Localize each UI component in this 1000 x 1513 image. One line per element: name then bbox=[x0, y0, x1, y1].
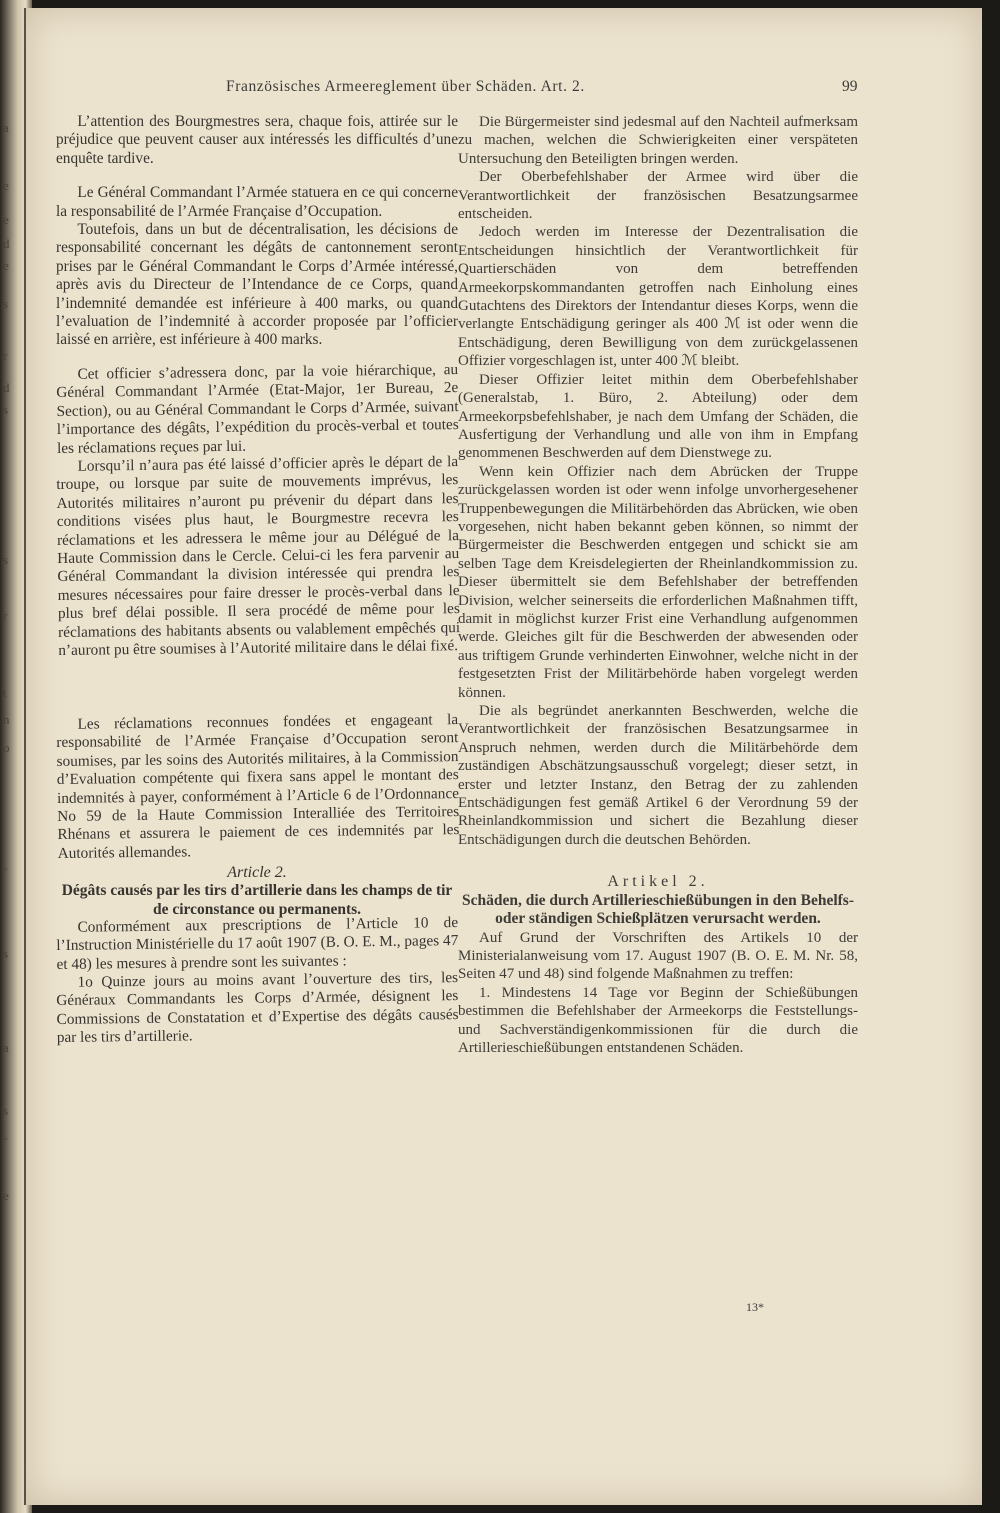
margin-fragment: r bbox=[3, 348, 8, 363]
french-paragraph: Le Général Commandant l’Armée statuera en ce qui concerne la responsabilité de l’Armée Française d’Occupation. bbox=[56, 184, 458, 220]
signature-mark: 13* bbox=[746, 1300, 764, 1314]
margin-fragment: s bbox=[3, 1103, 9, 1118]
margin-fragment: e bbox=[3, 212, 9, 227]
page-number: 99 bbox=[842, 78, 858, 95]
german-article-paragraph: 1. Mindestens 14 Tage vor Beginn der Schießübungen bestimmen die Befehlshaber der Armeekorps die Feststellungs- und Sachverständigenkommissionen für die durch die Artillerieschießübungen entstandenen Schäden. bbox=[458, 984, 858, 1057]
margin-fragment: - bbox=[3, 1130, 8, 1145]
german-paragraph: Die Bürgermeister sind jedesmal auf den Nachteil aufmerksam zu machen, welchen die Schwierigkeiten einer verspäteten Untersuchung den Beteiligten bringen werden. bbox=[458, 114, 858, 167]
french-article-label: Article 2. bbox=[227, 863, 287, 881]
margin-fragment: a bbox=[3, 120, 9, 135]
french-paragraph: Lorsqu’il n’aura pas été laissé d’officier après le départ de la troupe, ou lorsque par suite de mouvements imprévus, les Autorités militaires n’auront pu prévenir du départ dans les conditions visées plus haut, le Bourgmestre recevra les réclamations et les adressera le même jour au Délégué de la Haute Commission dans le Cercle. Celui-ci les fera parvenir au Général Commandant la division intéressée qui prendra les mesures nécessaires pour faire dresser le procès-verbal dans le plus bref délai possible. Il sera procédé de même pour les réclamations des habitants absents ou valablement empêchés qui n’auront pu être soumises à l’Autorité militaire dans le délai fixé. bbox=[56, 452, 461, 659]
margin-fragment: d bbox=[3, 236, 10, 251]
french-column bbox=[56, 113, 461, 1048]
french-paragraph: Cet officier s’adressera donc, par la voie hiérarchique, au Général Commandant l’Armée (Etat-Major, 1er Bureau, 2e Section), ou au Général Commandant le Corps d’Armée, suivant l’importance des dégâts, l’expédition du procès-verbal et toutes les réclamations reçues par lui. bbox=[56, 360, 459, 457]
french-article-paragraph: 1o Quinze jours au moins avant l’ouverture des tirs, les Généraux Commandants les Corps d’Armée, désignent les Commissions de Constatation et d’Expertise des dégâts causés par les tirs d’artillerie. bbox=[56, 969, 459, 1047]
french-paragraph: Toutefois, dans un but de décentralisation, les décisions de responsabilité concernant les dégâts de cantonnement seront prises par le Général Commandant le Corps d’Armée intéressé, après avis du Directeur de l’Intendance de ce Corps, quand l’indemnité demandée est inférieure à 400 marks, ou quand l’evaluation de l’indemnité à accorder proposée par l’officier laissé en arrière, est inférieure à 400 marks. bbox=[56, 221, 458, 349]
margin-fragment: n bbox=[3, 712, 10, 727]
german-paragraph: Jedoch werden im Interesse der Dezentralisation die Entscheidungen hinsichtlich der Verantwortlichkeit für Quartierschäden von dem betreffenden Armeekorpskommandanten getroffen nach Einholung eines Gutachtens des Direktors der Intendantur dieses Korps, wenn die verlangte Entschädigung geringer als 400 ℳ ist oder wenn die Entschädigung, deren Bewilligung von dem zurückgelassenen Offizier vorgeschlagen ist, unter 400 ℳ bleibt. bbox=[458, 224, 858, 370]
german-article-paragraph: Auf Grund der Vorschriften des Artikels 10 der Ministerialanweisung vom 17. August 1907 (B. O. E. M. Nr. 58, Seiten 47 und 48) sind folgende Maßnahmen zu treffen: bbox=[458, 929, 858, 983]
german-paragraph: Der Oberbefehlshaber der Armee wird über die Verantwortlichkeit der französischen Besatzungsarmee entscheiden. bbox=[458, 169, 858, 223]
running-title: Französisches Armeereglement über Schäden. Art. 2. bbox=[226, 78, 585, 95]
french-paragraph: L’attention des Bourgmestres sera, chaque fois, attirée sur le préjudice que peuvent causer aux intéressés les difficultés d’une enquête tardive. bbox=[56, 113, 458, 167]
margin-fragment: o bbox=[3, 740, 10, 755]
german-paragraph: Wenn kein Offizier nach dem Abrücken der Truppe zurückgelassen worden ist oder wenn infolge unvorhergesehener Truppenbewegungen die Militärbehörden das Abrücken, wie oben vorgesehen, nicht haben bekannt geben können, so nimmt der Bürgermeister die Beschwerden entgegen und schickt sie am selben Tage dem Kreisdelegierten der Rheinlandkommission zu. Dieser übermittelt sie dem Befehlshaber der betreffenden Division, welcher seinerseits die erforderlichen Maßnahmen tifft, damit in möglichst kurzer Frist eine Verhandlung aufgenommen werde. Gleiches gilt für die Beschwerden der abwesenden oder aus triftigem Grunde verhinderten Einwohner, welche nicht in der festgesetzten Frist der Militärbehörde haben vorgelegt werden können. bbox=[458, 463, 858, 701]
german-paragraph: Die als begründet anerkannten Beschwerden, welche die Verantwortlichkeit der französischen Besatzungsarmee in Anspruch nehmen, werden durch die Militärbehörde dem zuständigen Abschätzungsausschuß vorgelegt; dieser setzt, in erster und letzter Instanz, den Betrag der zu zahlenden Entschädigungen fest gemäß Artikel 6 der Verordnung 59 der Rheinlandkommission und sichert die Bezahlung dieser Entschädigungen durch die deutschen Behörden. bbox=[458, 703, 858, 848]
margin-fragment: s bbox=[3, 402, 9, 417]
french-paragraph: Les réclamations reconnues fondées et engageant la responsabilité de l’Armée Française d’Occupation seront soumises, par les soins des Autorités militaires, à la Commission d’Evaluation compétente qui fixera sans appel le montant des indemnités à payer, conformément à l’Article 6 de l’Ordonnance No 59 de la Haute Commission Interalliée des Territoires Rhénans et assurera le paiement de ces indemnités par les Autorités allemandes. bbox=[56, 711, 460, 863]
margin-fragment: s bbox=[3, 552, 9, 567]
german-article-label: Artikel 2. bbox=[607, 873, 709, 891]
french-article-paragraph: Conformément aux prescriptions de l’Article 10 de l’Instruction Ministérielle du 17 août 1907 (B. O. E. M., pages 47 et 48) les mesures à prendre sont les suivantes : bbox=[56, 914, 459, 973]
margin-fragment: s bbox=[3, 946, 9, 961]
margin-fragment: s bbox=[3, 296, 9, 311]
margin-fragment: e bbox=[3, 1188, 9, 1203]
margin-fragment: e bbox=[3, 258, 9, 273]
french-article-title: Dégâts causés par les tirs d’artillerie dans les champs de tir de circonstance ou permanents. bbox=[61, 882, 453, 918]
margin-fragment: d bbox=[3, 380, 10, 395]
margin-fragment: - bbox=[3, 860, 8, 875]
german-column bbox=[458, 113, 858, 1058]
margin-fragment: e bbox=[3, 178, 9, 193]
margin-fragment: a bbox=[3, 1040, 9, 1055]
german-paragraph: Dieser Offizier leitet mithin dem Oberbefehlshaber (Generalstab, 1. Büro, 2. Abteilung) oder dem Armeekorpsbefehlshaber, je nach dem Umfang der Schäden, die Ausfertigung der Verhandlung und alle von ihm in Empfang genommenen Beschwerden auf dem Dienstwege zu. bbox=[458, 371, 858, 462]
german-article-title: Schäden, die durch Artillerieschießübungen in den Behelfs- oder ständigen Schießplätzen verursacht werden. bbox=[461, 891, 854, 928]
margin-fragment: r bbox=[3, 608, 8, 623]
book-page bbox=[24, 8, 982, 1505]
margin-fragment: t bbox=[3, 685, 7, 700]
